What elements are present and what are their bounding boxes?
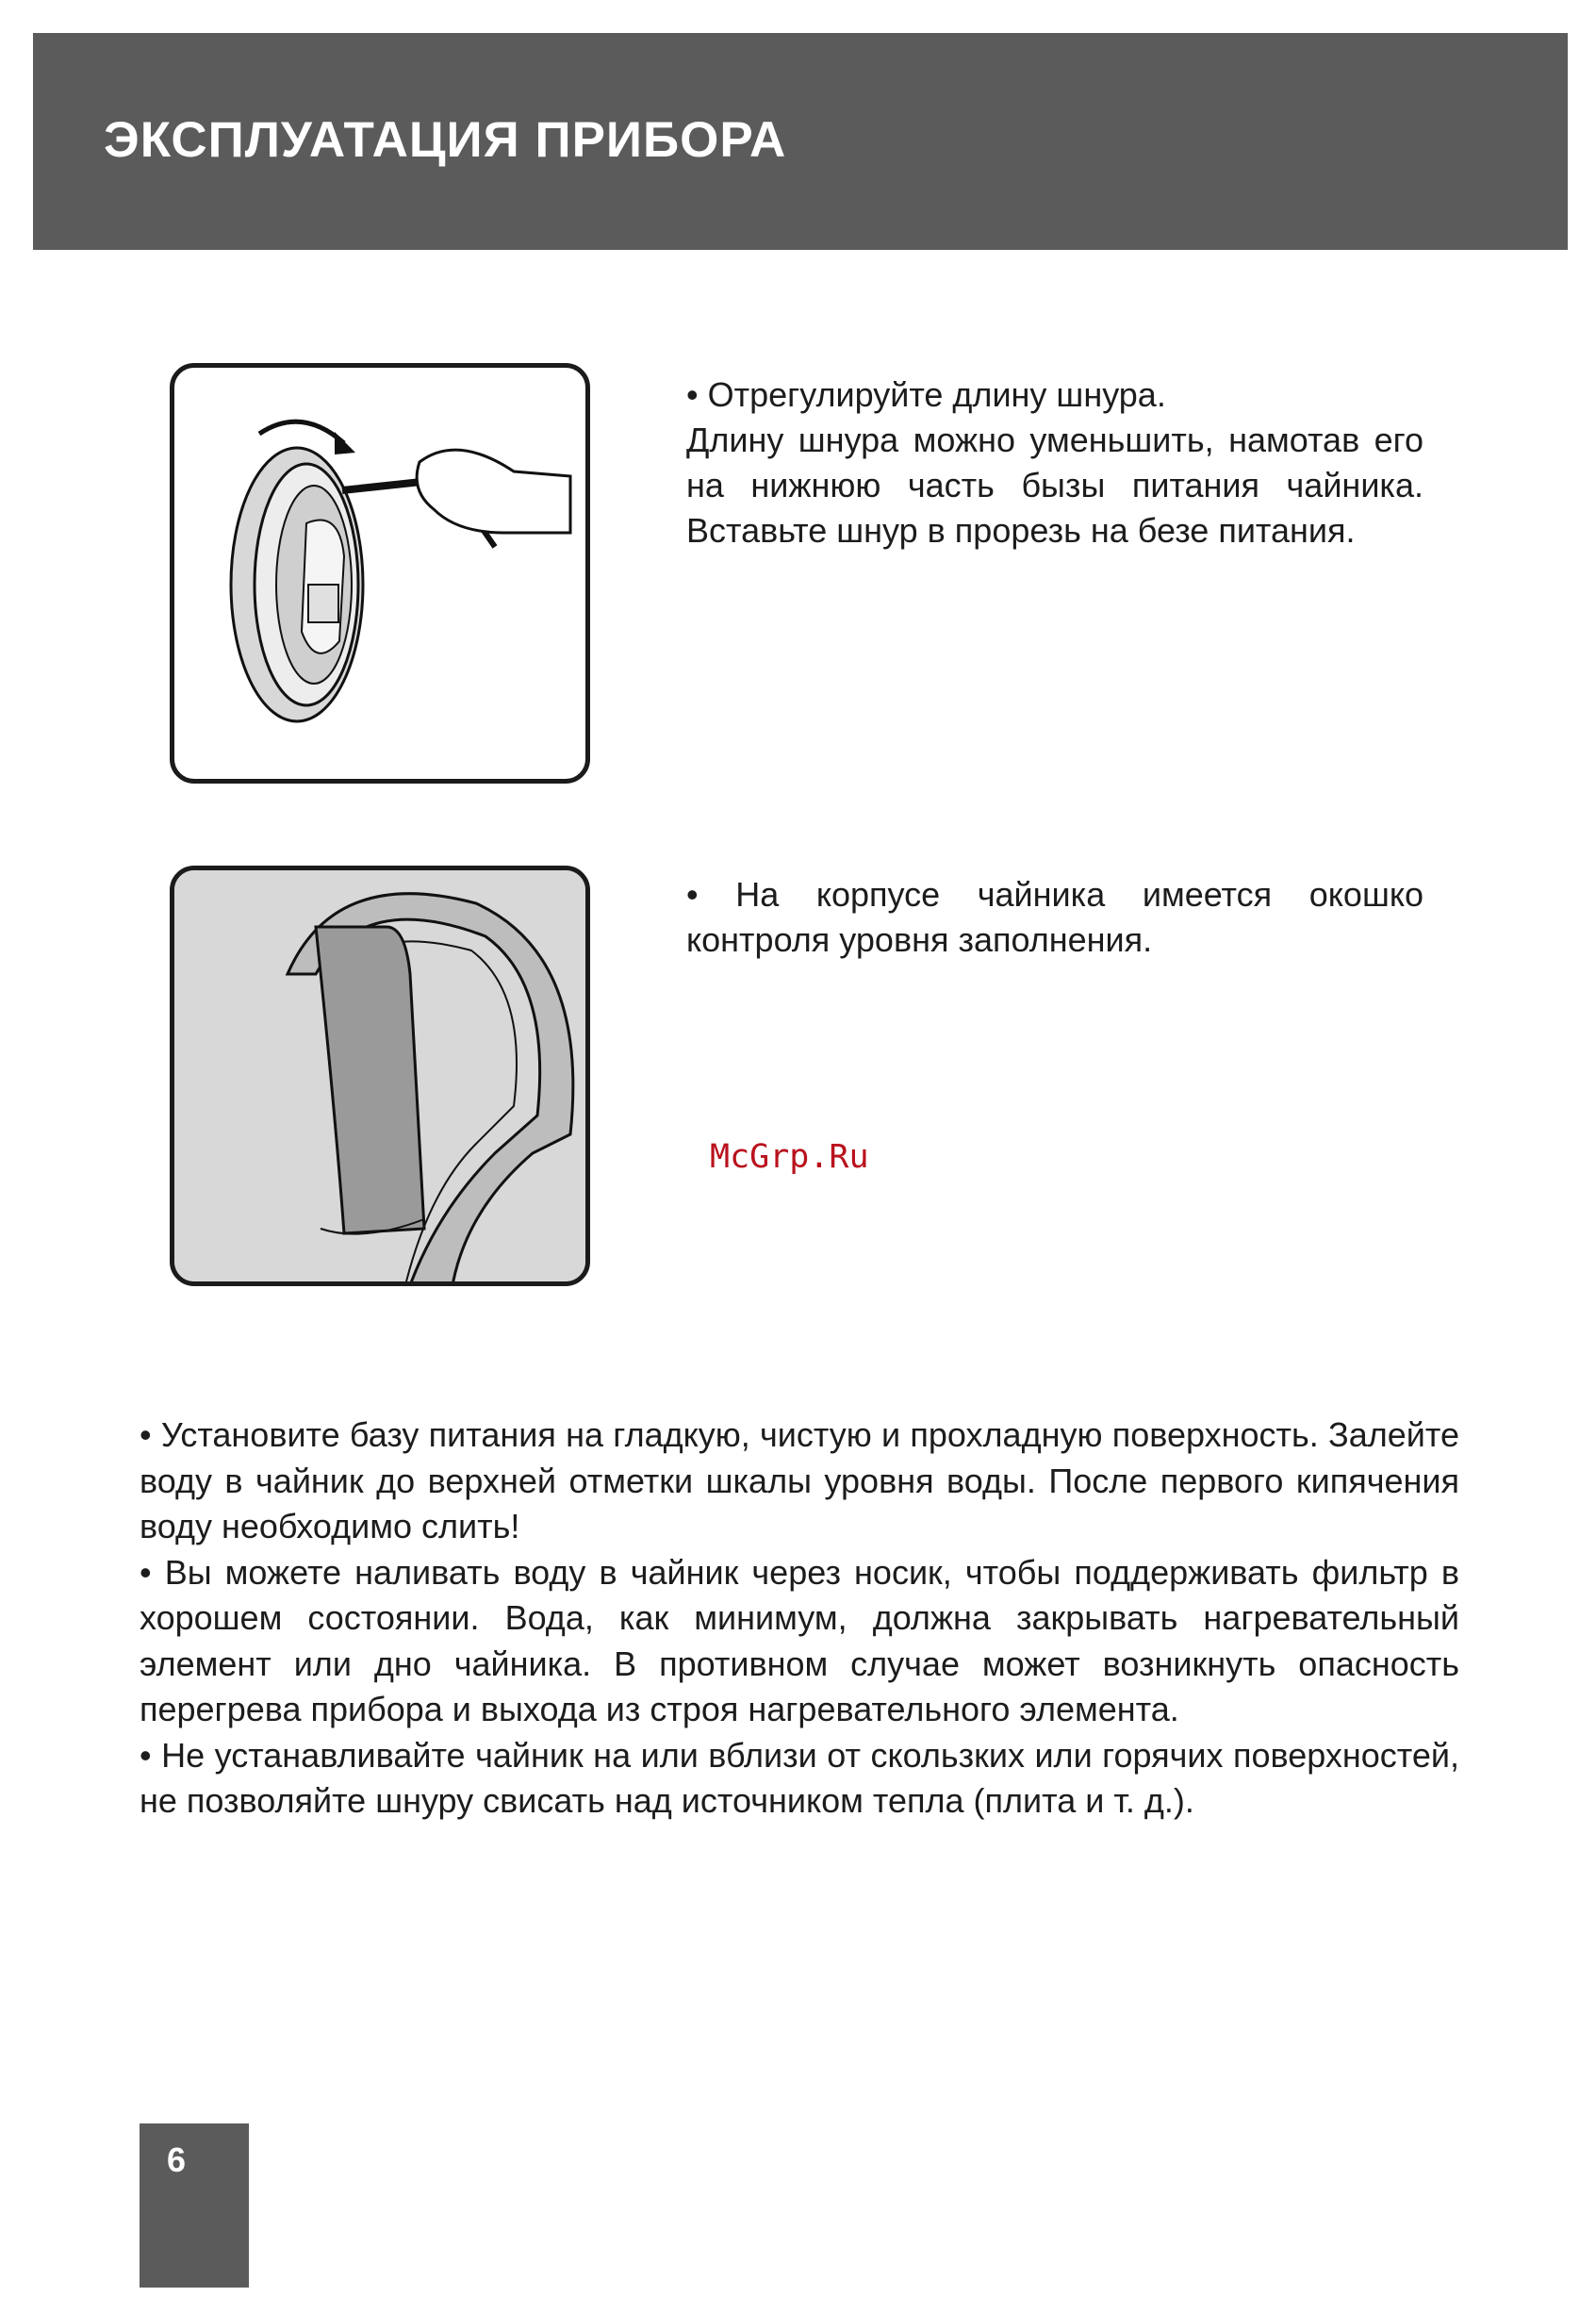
page-title: ЭКСПЛУАТАЦИЯ ПРИБОРА	[104, 112, 787, 168]
kettle-body-drawing	[174, 870, 585, 1281]
cord-body: Длину шнура можно уменьшить, намотав его на нижнюю часть бызы питания чайника. Вставьте шнур в прорезь на безе питания.	[686, 421, 1423, 550]
page-number-tab	[140, 2123, 249, 2288]
instruction-paragraph: • Установите базу питания на гладкую, чистую и прохладную поверхность. Залейте воду в чайник до верхней отметки шкалы уровня воды. После первого кипячения воду необходимо слить!	[140, 1415, 1459, 1545]
page-number: 6	[166, 2140, 187, 2179]
water-window-illustration	[170, 866, 590, 1286]
instruction-paragraph: • Вы можете наливать воду в чайник через носик, чтобы поддерживать фильтр в хорошем состоянии. Вода, как минимум, должна закрывать нагревательный элемент или дно чайника. В противном случае может возникнуть опасность перегрева прибора и выхода из строя нагревательного элемента.	[140, 1552, 1459, 1728]
main-instructions	[140, 1413, 1459, 1825]
cord-winding-illustration	[170, 363, 590, 784]
watermark: McGrp.Ru	[710, 1138, 869, 1176]
hand-drawing	[417, 450, 570, 533]
rotate-arrow-icon	[259, 421, 344, 443]
cord-bullet: • Отрегулируйте длину шнура.	[686, 375, 1166, 414]
cord-base-drawing	[174, 368, 585, 779]
instruction-paragraph: • Не устанавливайте чайник на или вблизи от скользких или горячих поверхностей, не позволяйте шнуру свисать над источником тепла (плита и т. д.).	[140, 1735, 1459, 1820]
cord-instruction-text	[686, 372, 1423, 553]
window-instruction-text: • На корпусе чайника имеется окошко контроля уровня заполнения.	[686, 875, 1423, 959]
arrow-head-icon	[335, 432, 355, 454]
